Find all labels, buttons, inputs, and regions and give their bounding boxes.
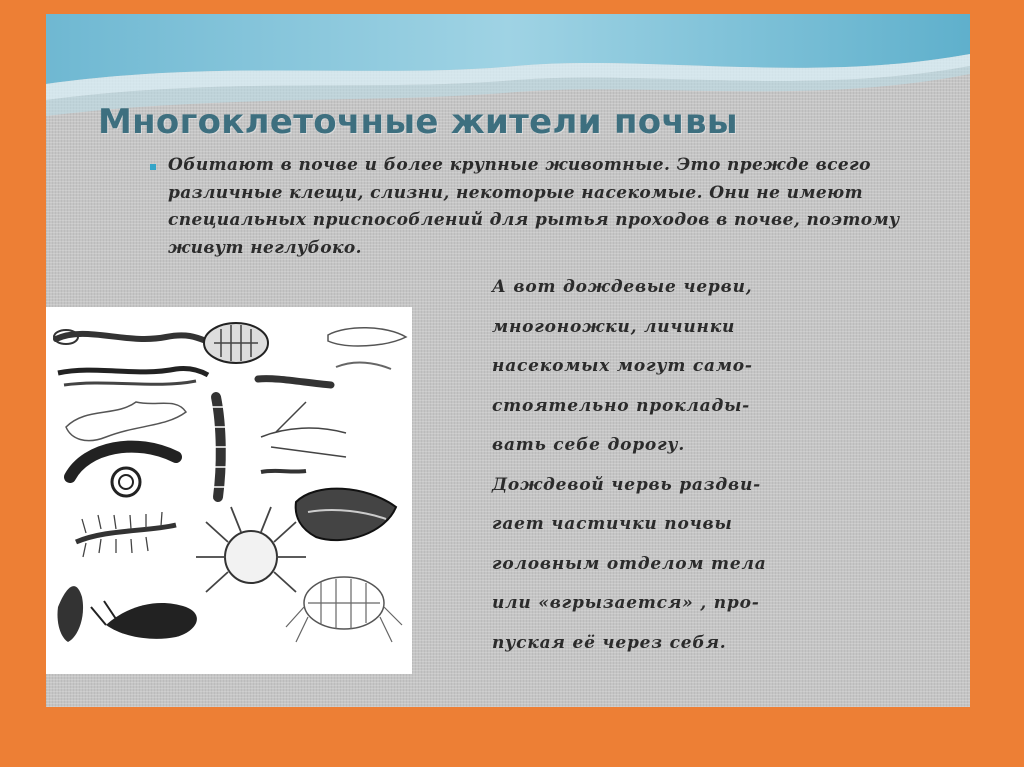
slide	[46, 14, 970, 707]
text-line: стоятельно проклады-	[492, 395, 751, 416]
bullet-marker	[150, 164, 156, 170]
intro-paragraph: Обитают в почве и более крупные животные. Это прежде всего различные клещи, слизни, некоторые насекомые. Они не имеют специальных приспособлений для рытья проходов в почве, поэтому живут неглубоко.	[168, 155, 900, 258]
slide-title: Многоклеточные жители почвы	[98, 102, 738, 142]
text-line: А вот дождевые черви,	[492, 277, 753, 297]
text-line: насекомых могут само-	[492, 356, 753, 376]
text-line: многоножки, личинки	[492, 316, 736, 337]
soil-animals-drawing	[46, 307, 412, 674]
text-line: или «вгрызается» , про-	[492, 593, 760, 613]
soil-animals-illustration	[46, 307, 412, 674]
text-line: головным отделом тела	[492, 553, 767, 574]
text-line: Дождевой червь раздви-	[492, 474, 761, 495]
right-text-block	[492, 268, 932, 663]
text-line: вать себе дорогу.	[492, 435, 686, 455]
text-line: пуская её через себя.	[492, 632, 727, 653]
text-line: гает частички почвы	[492, 514, 733, 534]
